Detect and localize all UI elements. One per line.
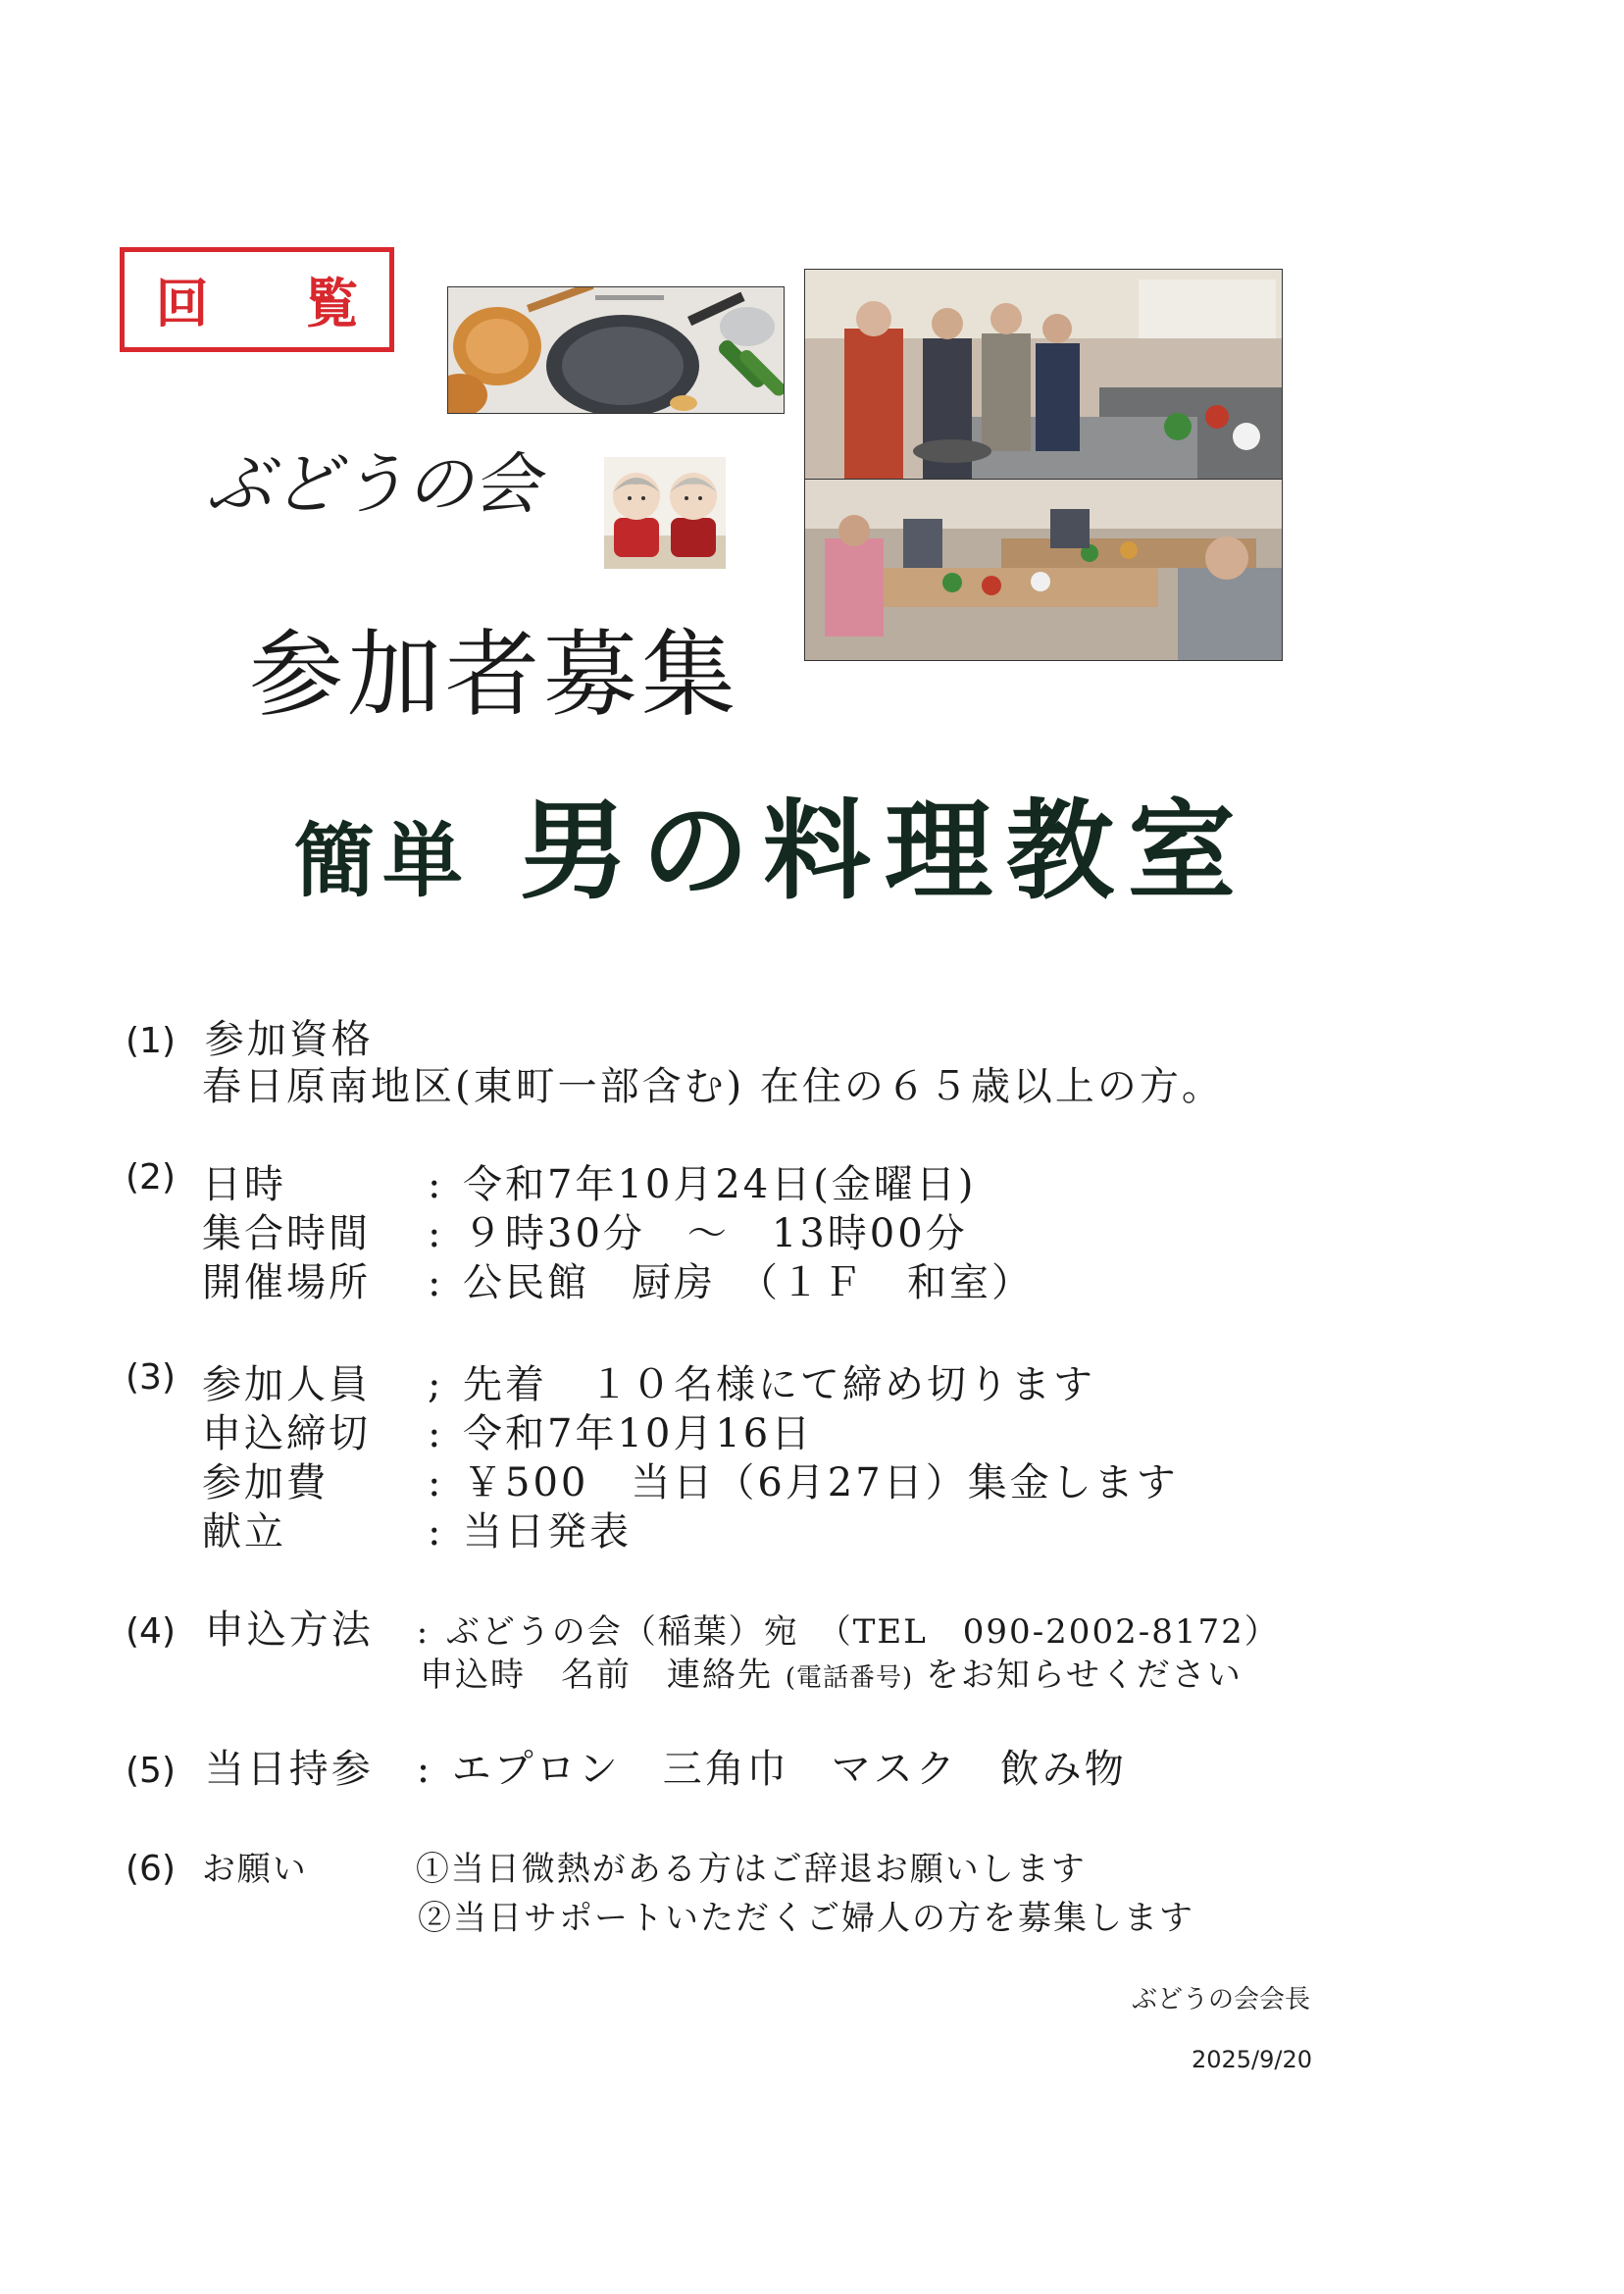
dining-activity-photo — [804, 479, 1283, 661]
section-4-note — [420, 1648, 1243, 1696]
note-suffix: をお知らせください — [925, 1656, 1243, 1695]
recruit-title: 参加者募集 — [249, 620, 739, 730]
row-value: エプロン 三角巾 マスク 飲み物 — [451, 1747, 1127, 1792]
section-2-row-2 — [202, 1202, 968, 1258]
row-value: 当日発表 — [463, 1509, 632, 1555]
section-label: 申込方法 — [204, 1607, 374, 1653]
section-3-number-row — [126, 1353, 176, 1399]
row-sep: : — [428, 1211, 444, 1256]
section-3-row-3 — [202, 1452, 1179, 1507]
row-value: 先着 １０名様にて締め切ります — [463, 1362, 1095, 1407]
section-number: (5) — [126, 1751, 176, 1791]
row-sep: : — [416, 1612, 431, 1652]
row-sep: : — [428, 1509, 444, 1555]
row-label: 開催場所 — [202, 1260, 371, 1305]
dolls-photo — [604, 457, 726, 569]
circulation-stamp — [120, 247, 398, 352]
request-item-2: ②当日サポートいただくご婦人の方を募集します — [418, 1899, 1194, 1938]
section-2-row — [126, 1153, 176, 1198]
signature: ぶどうの会会長 — [1131, 1985, 1310, 2014]
section-1-detail: 春日原南地区(東町一部含む) 在住の６５歳以上の方。 — [202, 1064, 1224, 1109]
class-title-main: 男の料理教室 — [520, 788, 1250, 914]
class-title — [294, 765, 1249, 920]
class-title-prefix: 簡単 — [294, 814, 472, 908]
row-value: 令和7年10月24日(金曜日) — [463, 1162, 977, 1207]
cookware-photo — [447, 286, 785, 414]
issue-date: 2025/9/20 — [1191, 2046, 1312, 2073]
section-2-row-3 — [202, 1251, 1034, 1307]
row-value: ￥500 当日（6月27日）集金します — [463, 1460, 1179, 1505]
note-paren: (電話番号) — [785, 1663, 914, 1693]
section-label: お願い — [201, 1850, 308, 1889]
note-prefix: 申込時 名前 連絡先 — [420, 1656, 773, 1695]
row-label: 参加人員 — [202, 1362, 371, 1407]
section-4-row — [126, 1599, 1280, 1655]
section-3-row-1 — [202, 1353, 1095, 1409]
section-label: 参加資格 — [204, 1017, 374, 1062]
row-value: ぶどうの会（稲葉）宛 （TEL 090-2002-8172） — [445, 1612, 1280, 1652]
section-2-row-1 — [202, 1153, 976, 1209]
row-sep: : — [428, 1411, 444, 1456]
section-number: (1) — [126, 1021, 176, 1061]
section-number: (2) — [126, 1157, 176, 1198]
row-sep: : — [416, 1747, 433, 1792]
row-value: ９時30分 ～ 13時00分 — [463, 1211, 968, 1256]
row-label: 集合時間 — [202, 1211, 371, 1256]
section-3-row-4 — [202, 1501, 632, 1556]
row-value: 公民館 厨房 （１Ｆ 和室） — [463, 1260, 1034, 1305]
kitchen-activity-photo — [804, 269, 1283, 481]
section-number: (6) — [126, 1849, 176, 1889]
section-label: 当日持参 — [204, 1747, 374, 1792]
section-number: (4) — [126, 1611, 176, 1652]
row-sep: ; — [428, 1362, 444, 1407]
club-name: ぶどうの会 — [206, 446, 540, 524]
request-item-1: ①当日微熱がある方はご辞退お願いします — [415, 1850, 1087, 1889]
stamp-label: 回 覧 — [155, 273, 398, 334]
row-sep: : — [428, 1460, 444, 1505]
section-3-row-2 — [202, 1402, 813, 1458]
row-label: 参加費 — [202, 1460, 329, 1505]
row-sep: : — [428, 1162, 444, 1207]
section-6-row — [126, 1842, 1087, 1890]
section-number: (3) — [126, 1357, 176, 1398]
row-label: 献立 — [202, 1509, 286, 1555]
row-value: 令和7年10月16日 — [463, 1411, 814, 1456]
section-5-row — [126, 1738, 1127, 1794]
row-label: 申込締切 — [202, 1411, 371, 1456]
row-sep: : — [428, 1260, 444, 1305]
row-label: 日時 — [202, 1162, 286, 1207]
